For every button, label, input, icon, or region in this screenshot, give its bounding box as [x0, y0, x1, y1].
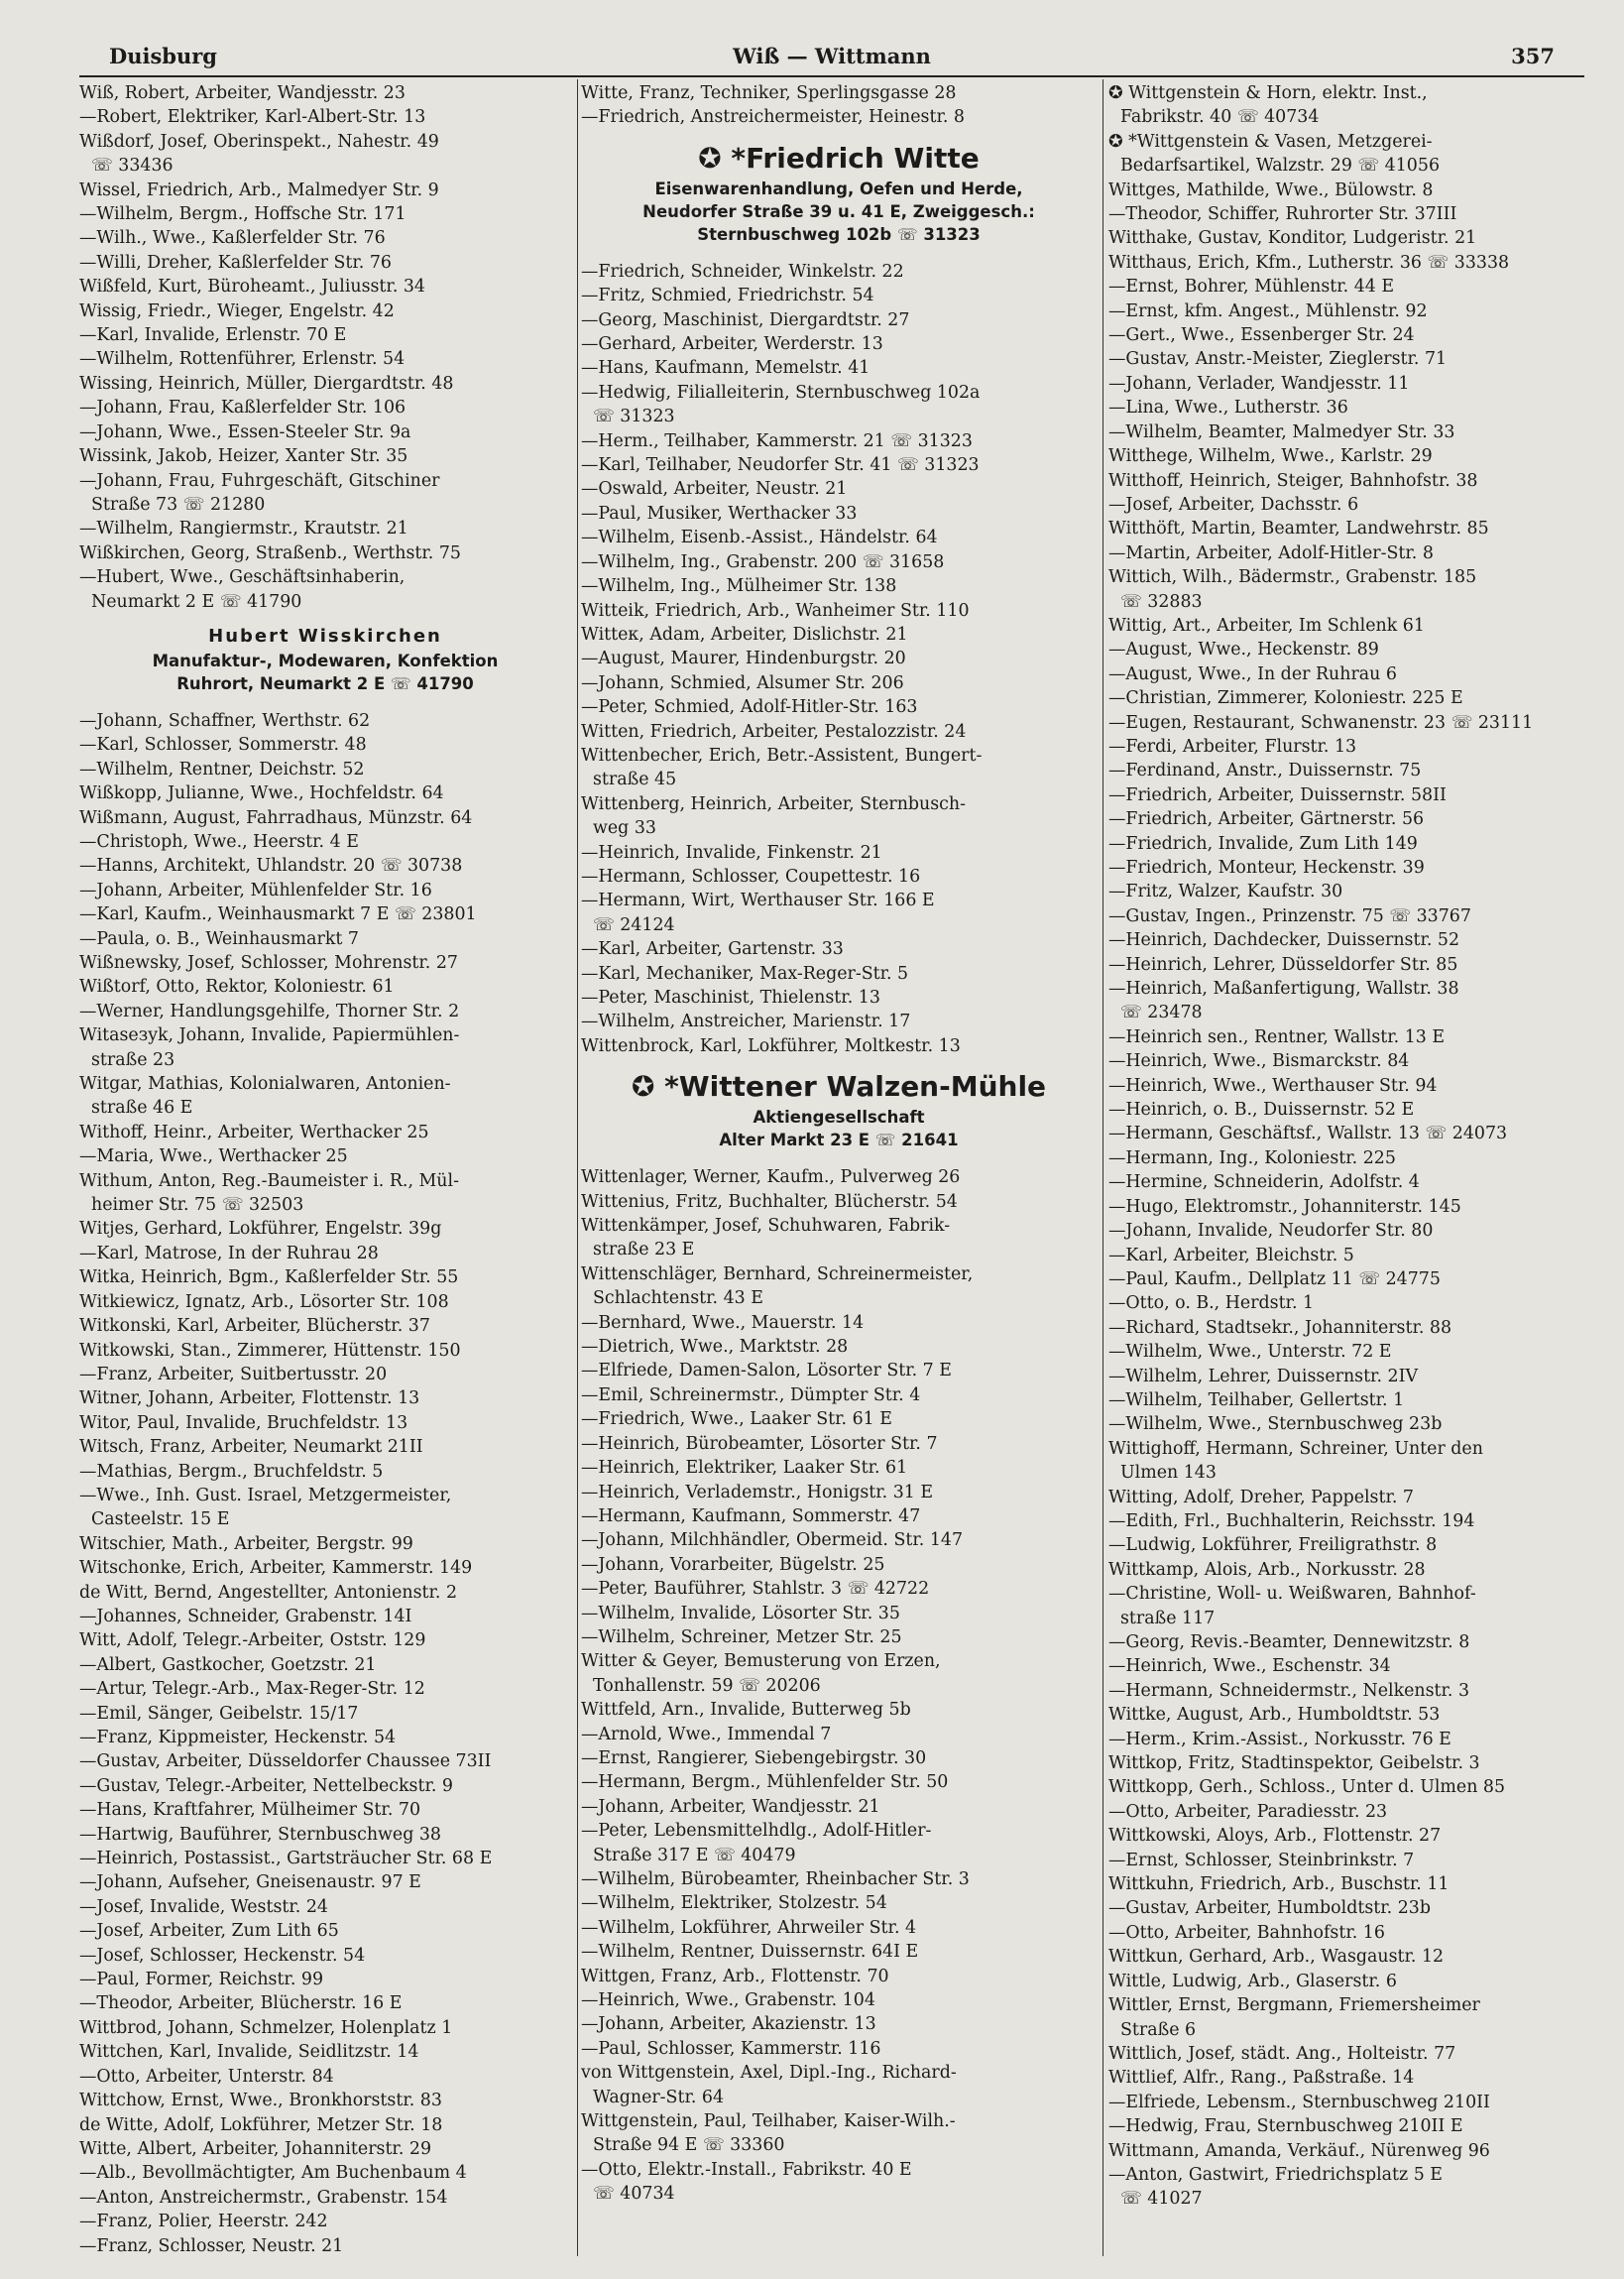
directory-entry: Wittchow, Ernst, Wwe., Bronkhorststr. 83	[79, 2091, 442, 2111]
directory-entry: Casteelstr. 15 E	[91, 1509, 230, 1530]
directory-entry: —Richard, Stadtsekr., Johanniterstr. 88	[1108, 1317, 1452, 1338]
directory-entry: —Bernhard, Wwe., Mauerstr. 14	[581, 1312, 865, 1333]
directory-entry: —Peter, Bauführer, Stahlstr. 3 ☏ 42722	[581, 1579, 930, 1600]
directory-entry: Witkowski, Stan., Zimmerer, Hüttenstr. 150	[79, 1340, 461, 1361]
directory-entry: —Heinrich, Wwe., Grabenstr. 104	[581, 1990, 875, 2011]
directory-entry: —Karl, Mechaniker, Max-Reger-Str. 5	[581, 963, 909, 984]
directory-entry: heimer Str. 75 ☏ 32503	[91, 1195, 304, 1216]
directory-entry: —Willi, Dreher, Kaßlerfelder Str. 76	[79, 252, 392, 273]
directory-entry: —Hermann, Kaufmann, Sommerstr. 47	[581, 1505, 921, 1526]
page-header	[109, 44, 1555, 77]
directory-entry: —Wwe., Inh. Gust. Israel, Metzgermeister,	[79, 1485, 452, 1505]
directory-entry: Wittenschläger, Bernhard, Schreinermeister,	[581, 1263, 974, 1284]
directory-entry: —Hanns, Architekt, Uhlandstr. 20 ☏ 30738	[79, 856, 463, 877]
directory-entry: ☏ 40734	[593, 2184, 675, 2205]
directory-entry: —Wilhelm, Rentner, Duissernstr. 64I E	[581, 1942, 919, 1963]
directory-entry: —Hedwig, Frau, Sternbuschweg 210II E	[1108, 2116, 1463, 2137]
directory-entry: Wittges, Mathilde, Wwe., Bülowstr. 8	[1108, 180, 1434, 200]
directory-entry: Witaseзyk, Johann, Invalide, Papiermühlen-	[79, 1025, 460, 1046]
directory-entry: Wißtorf, Otto, Rektor, Koloniestr. 61	[79, 977, 395, 998]
directory-entry: Witthoff, Heinrich, Steiger, Bahnhofstr. 38	[1108, 470, 1478, 491]
directory-entry: —Wilhelm, Wwe., Unterstr. 72 E	[1108, 1342, 1392, 1363]
directory-entry: —Wilhelm, Eisenb.-Assist., Händelstr. 64	[581, 528, 938, 548]
directory-entry: Witkonski, Karl, Arbeiter, Blücherstr. 37	[79, 1316, 430, 1337]
header-range: Wiß — Wittmann	[733, 44, 931, 68]
directory-entry: —Herm., Teilhaber, Kammerstr. 21 ☏ 31323	[581, 430, 973, 451]
directory-entry: weg 33	[593, 818, 656, 839]
directory-entry: —Hermann, Ing., Koloniestr. 225	[1108, 1147, 1396, 1168]
directory-entry: —Hermann, Geschäftsf., Wallstr. 13 ☏ 24073	[1108, 1124, 1508, 1144]
directory-entry: —Hugo, Elektromstr., Johanniterstr. 145	[1108, 1196, 1461, 1217]
advertisement-wisskirchen	[79, 614, 571, 709]
directory-entry: Witthege, Wilhelm, Wwe., Karlstr. 29	[1108, 446, 1433, 467]
directory-entry: —Dietrich, Wwe., Marktstr. 28	[581, 1337, 849, 1358]
directory-entry: —Johann, Invalide, Neudorfer Str. 80	[1108, 1221, 1434, 1242]
advertisement-wittener-walzen-muehle	[581, 1058, 1097, 1165]
header-rule	[79, 75, 1584, 77]
directory-entry: Wittenlager, Werner, Kaufm., Pulverweg 26	[581, 1167, 961, 1188]
directory-entry: straße 46 E	[91, 1098, 193, 1119]
page-number: 357	[1511, 44, 1555, 68]
directory-entry: —Werner, Handlungsgehilfe, Thorner Str. 2	[79, 1001, 460, 1021]
directory-entry: Wittbrod, Johann, Schmelzer, Holenplatz 1	[79, 2017, 453, 2038]
directory-entry: —Gert., Wwe., Essenberger Str. 24	[1108, 325, 1415, 346]
directory-entry: Wittenbecher, Erich, Betr.-Assistent, Bungert-	[581, 745, 983, 766]
directory-entry: Wißnewsky, Josef, Schlosser, Mohrenstr. 27	[79, 953, 458, 973]
directory-entry: Witkiewicz, Ignatz, Arb., Lösorter Str. 108	[79, 1291, 449, 1312]
directory-entry: —Wilh., Wwe., Kaßlerfelder Str. 76	[79, 228, 386, 249]
directory-entry: Witteik, Friedrich, Arb., Wanheimer Str. 110	[581, 600, 970, 621]
directory-entry: —Gustav, Telegr.-Arbeiter, Nettelbeckstr. 9	[79, 1775, 453, 1796]
directory-entry: —Friedrich, Wwe., Laaker Str. 61 E	[581, 1409, 892, 1430]
directory-entry: Wittig, Art., Arbeiter, Im Schlenk 61	[1108, 615, 1425, 636]
directory-entry: —Johann, Vorarbeiter, Bügelstr. 25	[581, 1554, 885, 1575]
directory-entry: —August, Maurer, Hindenburgstr. 20	[581, 649, 906, 669]
directory-entry: —Wilhelm, Rottenführer, Erlenstr. 54	[79, 349, 406, 370]
directory-entry: —Gustav, Arbeiter, Düsseldorfer Chaussee 73II	[79, 1751, 492, 1772]
directory-entry: Wittfeld, Arn., Invalide, Butterweg 5b	[581, 1700, 911, 1721]
directory-entry: —Otto, o. B., Herdstr. 1	[1108, 1293, 1315, 1314]
directory-entry: Wittenius, Fritz, Buchhalter, Blücherstr. 54	[581, 1191, 958, 1212]
directory-entry: —Wilhelm, Teilhaber, Gellertstr. 1	[1108, 1389, 1405, 1410]
directory-entry: Witter & Geyer, Bemusterung von Erzen,	[581, 1651, 941, 1672]
directory-entry: —August, Wwe., Heckenstr. 89	[1108, 640, 1379, 660]
directory-entry: —Heinrich, Postassist., Gartsträucher Str. 68 E	[79, 1849, 493, 1869]
directory-entry: —Paul, Kaufm., Dellplatz 11 ☏ 24775	[1108, 1268, 1441, 1289]
directory-entry: —Franz, Polier, Heerstr. 242	[79, 2212, 328, 2232]
directory-entry: —Friedrich, Anstreichermeister, Heinestr. 8	[581, 107, 965, 128]
directory-entry: —Christoph, Wwe., Heerstr. 4 E	[79, 831, 359, 852]
directory-entry: —Wilhelm, Ing., Grabenstr. 200 ☏ 31658	[581, 551, 945, 572]
directory-entry: —Heinrich, Wwe., Eschenstr. 34	[1108, 1656, 1391, 1677]
directory-entry: —Karl, Matrose, In der Ruhrau 28	[79, 1243, 379, 1263]
header-city: Duisburg	[109, 44, 217, 68]
directory-entry: —Arnold, Wwe., Immendal 7	[581, 1724, 832, 1744]
directory-entry: —Mathias, Bergm., Bruchfeldstr. 5	[79, 1461, 384, 1482]
directory-entry: —Johann, Arbeiter, Akazienstr. 13	[581, 2014, 876, 2035]
directory-entry: —Johann, Frau, Fuhrgeschäft, Gitschiner	[79, 470, 440, 491]
directory-entry: —Ludwig, Lokführer, Freiligrathstr. 8	[1108, 1535, 1438, 1556]
directory-entry: —Wilhelm, Rangiermstr., Krautstr. 21	[79, 519, 408, 540]
directory-entry: Tonhallenstr. 59 ☏ 20206	[593, 1675, 821, 1696]
directory-entry: —Heinrich, Wwe., Bismarckstr. 84	[1108, 1051, 1410, 1072]
column-divider	[1102, 79, 1103, 2256]
directory-entry: —Otto, Arbeiter, Paradiesstr. 23	[1108, 1801, 1388, 1822]
directory-entry: Witthake, Gustav, Konditor, Ludgeristr. 21	[1108, 228, 1477, 249]
directory-entry: Wittchen, Karl, Invalide, Seidlitzstr. 14	[79, 2042, 419, 2063]
directory-entry: —Christian, Zimmerer, Koloniestr. 225 E	[1108, 688, 1463, 709]
directory-entry: Witor, Paul, Invalide, Bruchfeldstr. 13	[79, 1412, 408, 1433]
directory-entry: —Wilhelm, Ing., Mülheimer Str. 138	[581, 576, 897, 597]
directory-entry: Witteк, Adam, Arbeiter, Dislichstr. 21	[581, 624, 908, 645]
directory-entry: —Hermann, Bergm., Mühlenfelder Str. 50	[581, 1772, 949, 1793]
directory-entry: —Ernst, Bohrer, Mühlenstr. 44 E	[1108, 277, 1395, 298]
directory-entry: —Josef, Arbeiter, Dachsstr. 6	[1108, 494, 1359, 515]
directory-entry: —Wilhelm, Lehrer, Duissernstr. 2IV	[1108, 1366, 1419, 1386]
directory-entry: Bedarfsartikel, Walzstr. 29 ☏ 41056	[1120, 156, 1441, 177]
directory-entry: —Josef, Invalide, Weststr. 24	[79, 1896, 328, 1917]
directory-entry: —Ferdi, Arbeiter, Flurstr. 13	[1108, 736, 1357, 757]
directory-entry: straße 117	[1120, 1608, 1216, 1628]
directory-entry: straße 45	[593, 770, 677, 790]
directory-entry: —Hermann, Schlosser, Coupettestr. 16	[581, 866, 921, 887]
directory-entry: —Fritz, Schmied, Friedrichstr. 54	[581, 286, 874, 306]
directory-entry: —Gustav, Ingen., Prinzenstr. 75 ☏ 33767	[1108, 905, 1471, 926]
directory-entry: Witt, Adolf, Telegr.-Arbeiter, Oststr. 129	[79, 1630, 426, 1651]
directory-entry: Witthöft, Martin, Beamter, Landwehrstr. 85	[1108, 519, 1489, 540]
directory-entry: Straße 6	[1120, 2019, 1197, 2040]
directory-entry: —Fritz, Walzer, Kaufstr. 30	[1108, 882, 1343, 902]
directory-entry: —Maria, Wwe., Werthacker 25	[79, 1146, 348, 1167]
directory-entry: Schlachtenstr. 43 E	[593, 1288, 763, 1309]
directory-entry: Wittkun, Gerhard, Arb., Wasgaustr. 12	[1108, 1947, 1445, 1968]
directory-entry: Wittenkämper, Josef, Schuhwaren, Fabrik-	[581, 1216, 951, 1237]
column-divider	[577, 79, 578, 2256]
directory-entry: —Otto, Elektr.-Install., Fabrikstr. 40 E	[581, 2159, 912, 2180]
directory-entry: Wittmann, Amanda, Verkäuf., Nürenweg 96	[1108, 2140, 1490, 2161]
directory-entry: —Hermine, Schneiderin, Adolfstr. 4	[1108, 1172, 1420, 1193]
directory-entry: —Heinrich, Dachdecker, Duissernstr. 52	[1108, 930, 1460, 951]
directory-entry: —Gustav, Anstr.-Meister, Zieglerstr. 71	[1108, 349, 1448, 370]
directory-entry: Witte, Franz, Techniker, Sperlingsgasse 28	[581, 83, 957, 103]
directory-entry: —Peter, Schmied, Adolf-Hitler-Str. 163	[581, 697, 918, 718]
directory-entry: —Otto, Arbeiter, Unterstr. 84	[79, 2066, 334, 2087]
ad-title: ✪ *Wittener Walzen-Mühle	[631, 1070, 1047, 1104]
directory-entry: Witte, Albert, Arbeiter, Johanniterstr. 29	[79, 2138, 432, 2159]
directory-entry: —Anton, Anstreichermstr., Grabenstr. 154	[79, 2187, 448, 2208]
directory-entry: —Robert, Elektriker, Karl-Albert-Str. 13	[79, 107, 426, 128]
directory-entry: —Emil, Schreinermstr., Dümpter Str. 4	[581, 1384, 921, 1405]
directory-entry: —August, Wwe., In der Ruhrau 6	[1108, 663, 1397, 684]
directory-entry: —Hermann, Wirt, Werthauser Str. 166 E	[581, 891, 935, 911]
directory-entry: —Johannes, Schneider, Grabenstr. 14I	[79, 1606, 412, 1626]
directory-entry: Ulmen 143	[1120, 1463, 1217, 1484]
directory-entry: —Lina, Wwe., Lutherstr. 36	[1108, 398, 1348, 419]
directory-entry: Wittlich, Josef, städt. Ang., Holteistr. 77	[1108, 2043, 1456, 2064]
directory-entry: Witgar, Mathias, Kolonialwaren, Antonien-	[79, 1074, 451, 1095]
directory-entry: —Georg, Revis.-Beamter, Dennewitzstr. 8	[1108, 1632, 1470, 1652]
directory-entry: Wittkop, Fritz, Stadtinspektor, Geibelstr. 3	[1108, 1753, 1480, 1774]
directory-entry: —Franz, Arbeiter, Suitbertusstr. 20	[79, 1364, 388, 1384]
directory-entry: —Karl, Invalide, Erlenstr. 70 E	[79, 325, 347, 346]
directory-entry: Wißfeld, Kurt, Büroheamt., Juliusstr. 34	[79, 277, 426, 298]
directory-entry: Wissing, Heinrich, Müller, Diergardtstr. 48	[79, 373, 454, 394]
directory-entry: —Theodor, Schiffer, Ruhrorter Str. 37III	[1108, 204, 1457, 225]
ad-line: Aktiengesellschaft	[753, 1108, 925, 1128]
directory-entry: Witner, Johann, Arbeiter, Flottenstr. 13	[79, 1388, 420, 1409]
directory-entry: —Hans, Kraftfahrer, Mülheimer Str. 70	[79, 1800, 421, 1821]
directory-entry: ✪ Wittgenstein & Horn, elektr. Inst.,	[1108, 83, 1428, 103]
directory-entry: Wittgenstein, Paul, Teilhaber, Kaiser-Wilh.-	[581, 2111, 956, 2132]
directory-entry: Wittkopp, Gerh., Schloss., Unter d. Ulmen 85	[1108, 1777, 1506, 1798]
directory-entry: —Heinrich, Verlademstr., Honigstr. 31 E	[581, 1482, 934, 1502]
directory-entry: ☏ 32883	[1120, 591, 1203, 612]
ad-line: Sternbuschweg 102b ☏ 31323	[697, 224, 981, 244]
directory-entry: —Wilhelm, Rentner, Deichstr. 52	[79, 759, 365, 780]
column-2	[581, 81, 1097, 2207]
directory-entry: —Anton, Gastwirt, Friedrichsplatz 5 E	[1108, 2164, 1443, 2185]
directory-entry: Straße 73 ☏ 21280	[91, 494, 266, 515]
directory-entry: von Wittgenstein, Axel, Dipl.-Ing., Richard-	[581, 2063, 957, 2084]
directory-entry: —Hartwig, Bauführer, Sternbuschweg 38	[79, 1824, 441, 1845]
directory-entry: ☏ 31323	[593, 407, 675, 427]
directory-entry: —Hedwig, Filialleiterin, Sternbuschweg 102a	[581, 382, 981, 403]
directory-entry: —Karl, Teilhaber, Neudorfer Str. 41 ☏ 31323	[581, 455, 980, 476]
directory-entry: —Christine, Woll- u. Weißwaren, Bahnhof-	[1108, 1584, 1476, 1605]
directory-entry: —Paul, Schlosser, Kammerstr. 116	[581, 2038, 881, 2059]
directory-entry: —Georg, Maschinist, Diergardtstr. 27	[581, 309, 910, 330]
directory-entry: —Friedrich, Monteur, Heckenstr. 39	[1108, 858, 1425, 878]
directory-entry: —Hans, Kaufmann, Memelstr. 41	[581, 358, 870, 379]
directory-entry: —Alb., Bevollmächtigter, Am Buchenbaum 4	[79, 2163, 467, 2184]
directory-entry: Witjes, Gerhard, Lokführer, Engelstr. 39g	[79, 1219, 442, 1240]
directory-entry: —Wilhelm, Invalide, Lösorter Str. 35	[581, 1603, 900, 1623]
ad-title: Hubert Wisskirchen	[208, 625, 442, 647]
directory-entry: Wittkamp, Alois, Arb., Norkusstr. 28	[1108, 1559, 1426, 1580]
directory-entry: de Witt, Bernd, Angestellter, Antonienstr. 2	[79, 1582, 458, 1603]
directory-entry: Wiß, Robert, Arbeiter, Wandjesstr. 23	[79, 83, 406, 103]
directory-entry: Witten, Friedrich, Arbeiter, Pestalozzistr. 24	[581, 721, 967, 742]
ad-title: ✪ *Friedrich Witte	[698, 141, 980, 175]
directory-entry: —Wilhelm, Wwe., Sternbuschweg 23b	[1108, 1414, 1443, 1435]
directory-entry: Wittler, Ernst, Bergmann, Friemersheimer	[1108, 1995, 1480, 2016]
directory-entry: —Heinrich, Maßanfertigung, Wallstr. 38	[1108, 979, 1459, 1000]
directory-entry: Witthaus, Erich, Kfm., Lutherstr. 36 ☏ 33338	[1108, 252, 1510, 273]
directory-entry: —Paul, Former, Reichstr. 99	[79, 1970, 324, 1990]
directory-entry: —Ferdinand, Anstr., Duissernstr. 75	[1108, 761, 1422, 781]
directory-entry: —Elfriede, Damen-Salon, Lösorter Str. 7 E	[581, 1361, 952, 1381]
ad-line: Eisenwarenhandlung, Oefen und Herde,	[654, 179, 1023, 198]
directory-entry: —Wilhelm, Elektriker, Stolzestr. 54	[581, 1893, 887, 1914]
directory-entry: —Gustav, Arbeiter, Humboldtstr. 23b	[1108, 1898, 1431, 1919]
directory-entry: ☏ 24124	[593, 914, 675, 935]
directory-entry: —Herm., Krim.-Assist., Norkusstr. 76 E	[1108, 1729, 1451, 1749]
directory-entry: —Paul, Musiker, Werthacker 33	[581, 503, 858, 524]
directory-entry: —Paula, o. B., Weinhausmarkt 7	[79, 928, 359, 949]
directory-entry: —Wilhelm, Anstreicher, Marienstr. 17	[581, 1012, 911, 1032]
directory-entry: —Johann, Milchhändler, Obermeid. Str. 147	[581, 1530, 964, 1551]
directory-entry: —Josef, Schlosser, Heckenstr. 54	[79, 1945, 366, 1966]
directory-entry: —Peter, Maschinist, Thielenstr. 13	[581, 988, 880, 1008]
directory-entry: Wittenberg, Heinrich, Arbeiter, Sternbusch-	[581, 793, 966, 814]
directory-entry: Wittich, Wilh., Bädermstr., Grabenstr. 185	[1108, 567, 1477, 588]
directory-entry: —Johann, Verlader, Wandjesstr. 11	[1108, 373, 1410, 394]
directory-entry: —Johann, Frau, Kaßlerfelder Str. 106	[79, 398, 406, 419]
directory-entry: Withum, Anton, Reg.-Baumeister i. R., Mül-	[79, 1170, 459, 1191]
directory-entry: —Wilhelm, Schreiner, Metzer Str. 25	[581, 1626, 902, 1647]
directory-entry: —Heinrich, o. B., Duissernstr. 52 E	[1108, 1100, 1415, 1121]
directory-entry: —Franz, Schlosser, Neustr. 21	[79, 2235, 344, 2256]
directory-entry: —Otto, Arbeiter, Bahnhofstr. 16	[1108, 1922, 1385, 1943]
directory-entry: Wittkuhn, Friedrich, Arb., Buschstr. 11	[1108, 1874, 1450, 1895]
directory-entry: Wittenbrock, Karl, Lokführer, Moltkestr. 13	[581, 1035, 961, 1056]
directory-entry: —Johann, Schaffner, Werthstr. 62	[79, 710, 371, 731]
directory-entry: —Wilhelm, Lokführer, Ahrweiler Str. 4	[581, 1917, 917, 1938]
directory-entry: Wittighoff, Hermann, Schreiner, Unter den	[1108, 1438, 1483, 1459]
directory-entry: Wissel, Friedrich, Arb., Malmedyer Str. 9	[79, 180, 439, 200]
directory-entry: —Heinrich, Invalide, Finkenstr. 21	[581, 842, 882, 863]
directory-entry: straße 23	[91, 1049, 175, 1070]
directory-entry: —Johann, Arbeiter, Mühlenfelder Str. 16	[79, 880, 432, 900]
directory-entry: —Heinrich, Bürobeamter, Lösorter Str. 7	[581, 1433, 938, 1454]
directory-entry: ☏ 23478	[1120, 1003, 1203, 1023]
directory-entry: —Wilhelm, Beamter, Malmedyer Str. 33	[1108, 421, 1455, 442]
directory-entry: —Ernst, Rangierer, Siebengebirgstr. 30	[581, 1747, 927, 1768]
directory-entry: —Johann, Aufseher, Gneisenaustr. 97 E	[79, 1872, 421, 1893]
directory-entry: Witka, Heinrich, Bgm., Kaßlerfelder Str. 55	[79, 1267, 459, 1288]
advertisement-friedrich-witte	[581, 130, 1097, 260]
directory-entry: —Karl, Arbeiter, Gartenstr. 33	[581, 939, 844, 960]
directory-entry: ☏ 41027	[1120, 2189, 1203, 2210]
directory-entry: —Hubert, Wwe., Geschäftsinhaberin,	[79, 567, 406, 588]
directory-entry: ✪ *Wittgenstein & Vasen, Metzgerei-	[1108, 131, 1433, 152]
directory-entry: —Friedrich, Arbeiter, Duissernstr. 58II	[1108, 784, 1447, 805]
directory-entry: Straße 317 E ☏ 40479	[593, 1845, 796, 1865]
directory-entry: Witting, Adolf, Dreher, Pappelstr. 7	[1108, 1487, 1414, 1507]
directory-entry: —Ernst, kfm. Angest., Mühlenstr. 92	[1108, 300, 1428, 321]
directory-entry: —Wilhelm, Bergm., Hoffsche Str. 171	[79, 204, 406, 225]
directory-entry: —Artur, Telegr.-Arb., Max-Reger-Str. 12	[79, 1679, 425, 1700]
directory-entry: —Karl, Schlosser, Sommerstr. 48	[79, 735, 367, 756]
directory-entry: —Karl, Kaufm., Weinhausmarkt 7 E ☏ 23801	[79, 904, 477, 925]
directory-entry: —Albert, Gastkocher, Goetzstr. 21	[79, 1654, 377, 1675]
directory-entry: —Franz, Kippmeister, Heckenstr. 54	[79, 1728, 397, 1747]
directory-entry: —Johann, Wwe., Essen-Steeler Str. 9a	[79, 421, 411, 442]
ad-line: Ruhrort, Neumarkt 2 E ☏ 41790	[176, 673, 474, 693]
directory-entry: Witschonke, Erich, Arbeiter, Kammerstr. 149	[79, 1558, 473, 1579]
directory-entry: Witschier, Math., Arbeiter, Bergstr. 99	[79, 1533, 413, 1554]
column-3	[1108, 81, 1582, 2212]
directory-entry: Wittlief, Alfr., Rang., Paßstraße. 14	[1108, 2068, 1415, 2089]
directory-entry: —Gerhard, Arbeiter, Werderstr. 13	[581, 334, 883, 355]
directory-entry: ☏ 33436	[91, 156, 174, 177]
ad-line: Neudorfer Straße 39 u. 41 E, Zweiggesch.:	[642, 201, 1035, 221]
directory-entry: —Johann, Schmied, Alsumer Str. 206	[581, 672, 904, 693]
directory-entry: Wittkowski, Aloys, Arb., Flottenstr. 27	[1108, 1826, 1442, 1847]
directory-entry: —Friedrich, Schneider, Winkelstr. 22	[581, 261, 904, 282]
directory-entry: Wißkopp, Julianne, Wwe., Hochfeldstr. 64	[79, 783, 444, 804]
directory-entry: Wissig, Friedr., Wieger, Engelstr. 42	[79, 300, 395, 321]
ad-line: Alter Markt 23 E ☏ 21641	[719, 1131, 959, 1150]
directory-entry: —Elfriede, Lebensm., Sternbuschweg 210II	[1108, 2092, 1490, 2112]
directory-entry: Fabrikstr. 40 ☏ 40734	[1120, 107, 1320, 128]
directory-entry: Witsch, Franz, Arbeiter, Neumarkt 21II	[79, 1437, 423, 1458]
directory-entry: Straße 94 E ☏ 33360	[593, 2135, 785, 2156]
directory-entry: Wittke, August, Arb., Humboldtstr. 53	[1108, 1705, 1441, 1726]
directory-entry: —Oswald, Arbeiter, Neustr. 21	[581, 479, 848, 500]
directory-entry: —Friedrich, Arbeiter, Gärtnerstr. 56	[1108, 809, 1425, 830]
directory-entry: —Josef, Arbeiter, Zum Lith 65	[79, 1921, 339, 1942]
directory-entry: Wittle, Ludwig, Arb., Glaserstr. 6	[1108, 1971, 1397, 1991]
directory-entry: —Hermann, Schneidermstr., Nelkenstr. 3	[1108, 1680, 1470, 1701]
directory-entry: —Emil, Sänger, Geibelstr. 15/17	[79, 1703, 359, 1724]
directory-entry: Wittgen, Franz, Arb., Flottenstr. 70	[581, 1966, 889, 1986]
column-1	[79, 81, 571, 2258]
directory-entry: —Karl, Arbeiter, Bleichstr. 5	[1108, 1245, 1354, 1265]
directory-entry: Wißkirchen, Georg, Straßenb., Werthstr. 75	[79, 542, 461, 563]
directory-entry: —Edith, Frl., Buchhalterin, Reichsstr. 194	[1108, 1510, 1475, 1531]
directory-entry: —Heinrich sen., Rentner, Wallstr. 13 E	[1108, 1026, 1446, 1047]
directory-entry: Wißmann, August, Fahrradhaus, Münzstr. 64	[79, 807, 473, 828]
directory-entry: Neumarkt 2 E ☏ 41790	[91, 591, 302, 612]
directory-entry: Wissink, Jakob, Heizer, Xanter Str. 35	[79, 446, 408, 467]
ad-line: Manufaktur-, Modewaren, Konfektion	[152, 651, 499, 670]
directory-entry: —Heinrich, Elektriker, Laaker Str. 61	[581, 1458, 908, 1479]
directory-entry: —Theodor, Arbeiter, Blücherstr. 16 E	[79, 1993, 403, 2014]
directory-entry: —Heinrich, Lehrer, Düsseldorfer Str. 85	[1108, 954, 1458, 975]
directory-entry: Withoff, Heinr., Arbeiter, Werthacker 25	[79, 1122, 429, 1142]
directory-entry: Wißdorf, Josef, Oberinspekt., Nahestr. 49	[79, 131, 439, 152]
directory-entry: —Ernst, Schlosser, Steinbrinkstr. 7	[1108, 1850, 1415, 1870]
directory-entry: —Eugen, Restaurant, Schwanenstr. 23 ☏ 23111	[1108, 712, 1534, 733]
directory-entry: —Heinrich, Wwe., Werthauser Str. 94	[1108, 1075, 1438, 1096]
directory-entry: —Peter, Lebensmittelhdlg., Adolf-Hitler-	[581, 1821, 932, 1842]
directory-entry: —Martin, Arbeiter, Adolf-Hitler-Str. 8	[1108, 542, 1434, 563]
directory-entry: —Wilhelm, Bürobeamter, Rheinbacher Str. 3	[581, 1869, 970, 1889]
directory-entry: —Friedrich, Invalide, Zum Lith 149	[1108, 833, 1418, 854]
directory-entry: straße 23 E	[593, 1240, 695, 1260]
directory-entry: —Johann, Arbeiter, Wandjesstr. 21	[581, 1796, 880, 1817]
directory-entry: Wagner-Str. 64	[593, 2087, 725, 2107]
directory-entry: de Witte, Adolf, Lokführer, Metzer Str. 18	[79, 2114, 443, 2135]
